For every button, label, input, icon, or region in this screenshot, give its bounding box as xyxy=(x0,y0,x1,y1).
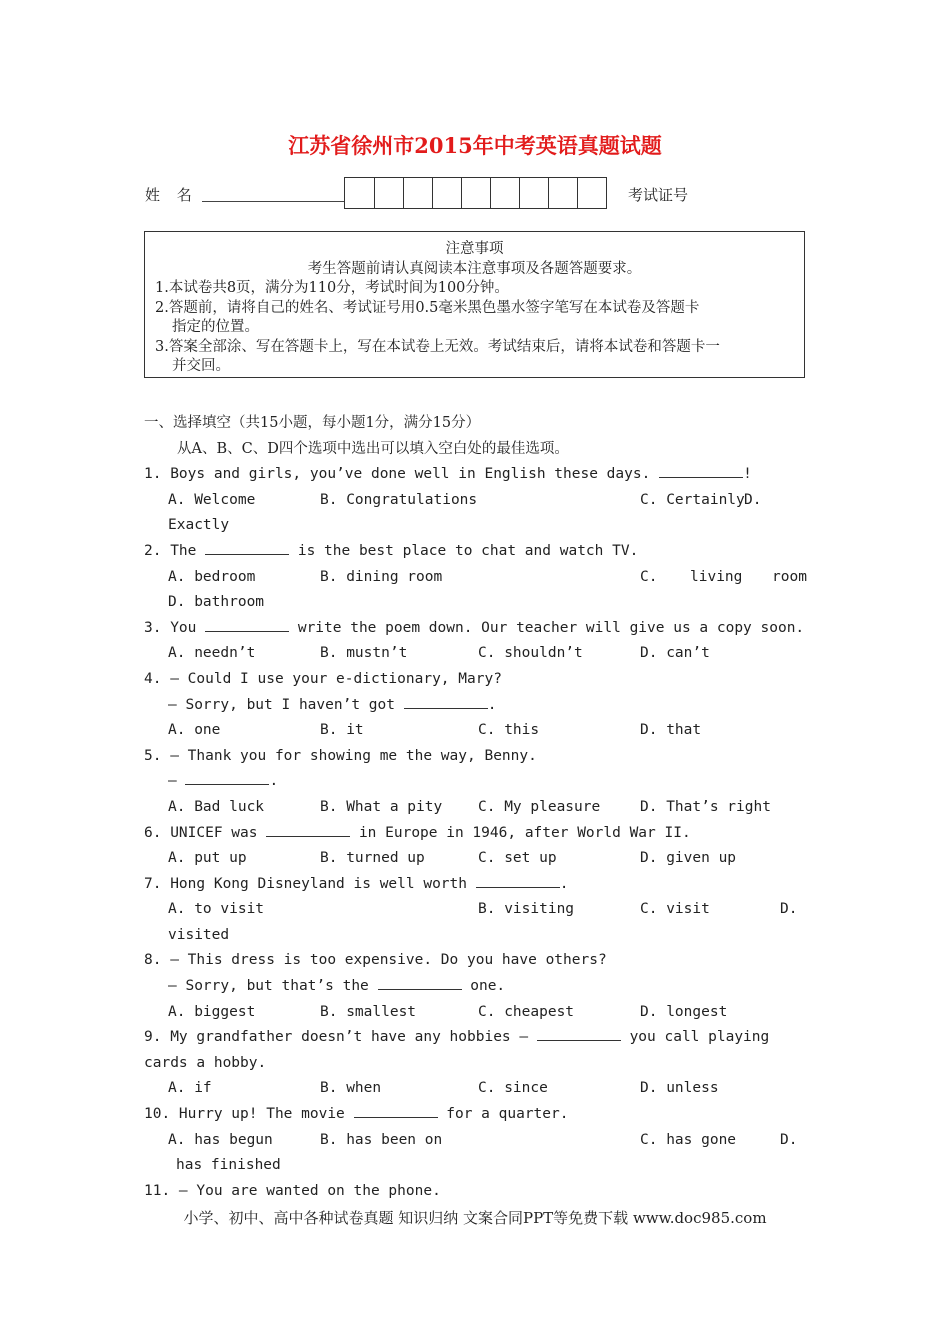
option-d[interactable]: D. given up xyxy=(640,850,737,867)
question-stem: 6. UNICEF was in Europe in 1946, after World War II. xyxy=(144,821,809,847)
option-c[interactable]: C. cheapest xyxy=(478,1003,575,1020)
id-cell[interactable] xyxy=(548,178,577,208)
answer-blank[interactable] xyxy=(476,873,560,888)
option-a[interactable]: A. has begun xyxy=(168,1131,273,1148)
option-b[interactable]: B. visiting xyxy=(478,901,575,918)
option-b[interactable]: B. smallest xyxy=(320,1003,417,1020)
question-stem: 9. My grandfather doesn’t have any hobbies — you call playing xyxy=(144,1025,809,1051)
option-row xyxy=(144,641,809,667)
option-a[interactable]: A. needn’t xyxy=(168,645,256,662)
option-b[interactable]: B. dining room xyxy=(320,568,443,585)
question-stem: 7. Hong Kong Disneyland is well worth . xyxy=(144,872,809,898)
question-stem: — Sorry, but that’s the one. xyxy=(144,974,809,1000)
answer-blank[interactable] xyxy=(659,463,743,478)
section-heading: 一、选择填空（共15小题，每小题1分，满分15分） xyxy=(144,415,481,431)
answer-blank[interactable] xyxy=(354,1103,438,1118)
option-row xyxy=(144,488,809,514)
option-a[interactable]: A. biggest xyxy=(168,1003,256,1020)
option-a[interactable]: A. put up xyxy=(168,850,247,867)
answer-blank[interactable] xyxy=(205,540,289,555)
option-a[interactable]: A. to visit xyxy=(168,901,265,918)
id-cell[interactable] xyxy=(519,178,548,208)
question-stem: — . xyxy=(144,769,809,795)
question-section xyxy=(144,411,809,1204)
page-footer: 小学、初中、高中各种试卷真题 知识归纳 文案合同PPT等免费下载 www.doc985.com xyxy=(183,1209,767,1227)
question-stem: 3. You write the poem down. Our teacher will give us a copy soon. xyxy=(144,616,809,642)
option-d[interactable]: D. can’t xyxy=(640,645,710,662)
answer-blank[interactable] xyxy=(205,617,289,632)
option-c[interactable]: C. shouldn’t xyxy=(478,645,583,662)
option-row xyxy=(144,1000,809,1026)
notice-title: 注意事项 xyxy=(445,241,504,257)
name-label: 姓 名 xyxy=(145,186,198,204)
option-c[interactable]: C. visit xyxy=(640,901,710,918)
question-stem: 10. Hurry up! The movie for a quarter. xyxy=(144,1102,809,1128)
notice-box xyxy=(144,231,805,378)
question-stem-cont: cards a hobby. xyxy=(144,1054,267,1071)
id-cell[interactable] xyxy=(461,178,490,208)
id-cell[interactable] xyxy=(403,178,432,208)
option-c[interactable]: C. has gone xyxy=(640,1131,737,1148)
option-d[interactable]: D. xyxy=(780,901,798,918)
option-b[interactable]: B. Congratulations xyxy=(320,491,478,508)
id-cell[interactable] xyxy=(490,178,519,208)
notice-item: 3.答案全部涂、写在答题卡上，写在本试卷上无效。考试结束后，请将本试卷和答题卡一 并交回。 xyxy=(155,338,720,374)
notice-item: 2.答题前，请将自己的姓名、考试证号用0.5毫米黑色墨水签字笔写在本试卷及答题卡 指定的位置。 xyxy=(155,299,700,335)
question-stem: 4. — Could I use your e-dictionary, Mary? xyxy=(144,670,502,687)
section-instruction: 从A、B、C、D四个选项中选出可以填入空白处的最佳选项。 xyxy=(177,440,569,457)
option-row xyxy=(144,565,809,591)
option-b[interactable]: B. turned up xyxy=(320,850,425,867)
option-row xyxy=(144,1076,809,1102)
option-a[interactable]: A. Welcome xyxy=(168,491,256,508)
option-a[interactable]: A. if xyxy=(168,1080,212,1097)
option-c[interactable]: C. My pleasure xyxy=(478,798,601,815)
name-underline[interactable] xyxy=(202,201,344,202)
option-c[interactable]: C. this xyxy=(478,722,540,739)
option-d-wrap[interactable]: Exactly xyxy=(168,517,230,534)
question-stem: 2. The is the best place to chat and watch TV. xyxy=(144,539,809,565)
exam-id-label: 考试证号 xyxy=(628,186,689,204)
option-c-text[interactable]: room xyxy=(772,568,807,585)
option-d[interactable]: D. longest xyxy=(640,1003,728,1020)
option-c[interactable]: C. since xyxy=(478,1080,548,1097)
option-c[interactable]: C. Certainly xyxy=(640,491,745,508)
option-row xyxy=(144,846,809,872)
option-c-text[interactable]: living xyxy=(690,568,743,585)
option-b[interactable]: B. has been on xyxy=(320,1131,443,1148)
option-row xyxy=(144,718,809,744)
option-d-wrap[interactable]: has finished xyxy=(176,1157,281,1174)
id-cell[interactable] xyxy=(577,178,606,208)
id-cell[interactable] xyxy=(432,178,461,208)
option-d[interactable]: D. xyxy=(744,491,762,508)
answer-blank[interactable] xyxy=(378,975,462,990)
question-stem: — Sorry, but I haven’t got . xyxy=(144,693,809,719)
option-d[interactable]: D. xyxy=(780,1131,798,1148)
question-stem: 8. — This dress is too expensive. Do you have others? xyxy=(144,952,607,969)
answer-blank[interactable] xyxy=(537,1026,621,1041)
option-c[interactable]: C. set up xyxy=(478,850,557,867)
question-stem: 5. — Thank you for showing me the way, Benny. xyxy=(144,747,537,764)
option-d[interactable]: D. that xyxy=(640,722,702,739)
id-cell[interactable] xyxy=(345,178,374,208)
option-c[interactable]: C. xyxy=(640,568,658,585)
option-a[interactable]: A. Bad luck xyxy=(168,798,265,815)
option-b[interactable]: B. it xyxy=(320,722,364,739)
answer-blank[interactable] xyxy=(185,770,269,785)
option-a[interactable]: A. one xyxy=(168,722,221,739)
option-row xyxy=(144,897,809,923)
question-stem: 1. Boys and girls, you’ve done well in English these days. ! xyxy=(144,462,809,488)
notice-item: 1.本试卷共8页，满分为110分，考试时间为100分钟。 xyxy=(155,280,509,296)
answer-blank[interactable] xyxy=(266,822,350,837)
option-b[interactable]: B. What a pity xyxy=(320,798,443,815)
option-row xyxy=(144,795,809,821)
option-d-wrap[interactable]: visited xyxy=(168,926,230,943)
page-title: 江苏省徐州市2015年中考英语真题试题 xyxy=(288,133,662,158)
option-d[interactable]: D. That’s right xyxy=(640,798,771,815)
notice-subtitle: 考生答题前请认真阅读本注意事项及各题答题要求。 xyxy=(307,260,642,277)
option-row xyxy=(144,1128,809,1154)
exam-id-grid[interactable] xyxy=(344,177,607,209)
id-cell[interactable] xyxy=(374,178,403,208)
question-stem: 11. — You are wanted on the phone. xyxy=(144,1182,441,1199)
option-d[interactable]: D. unless xyxy=(640,1080,719,1097)
option-a[interactable]: A. bedroom xyxy=(168,568,256,585)
answer-blank[interactable] xyxy=(404,694,488,709)
option-d[interactable]: D. bathroom xyxy=(168,594,265,611)
option-b[interactable]: B. when xyxy=(320,1080,382,1097)
option-b[interactable]: B. mustn’t xyxy=(320,645,408,662)
